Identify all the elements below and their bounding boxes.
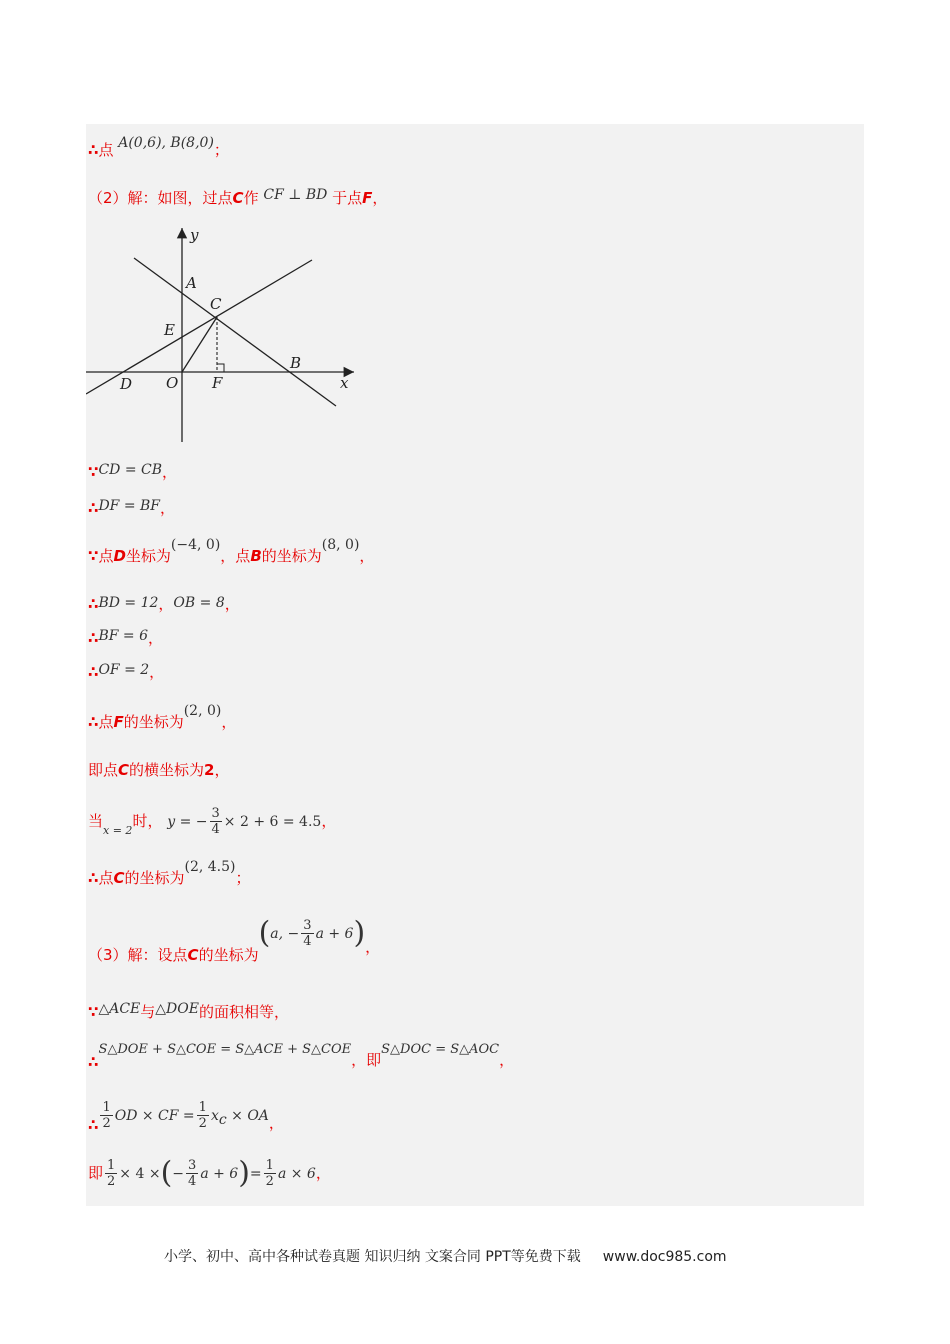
therefore-symbol: ∴ <box>88 141 99 159</box>
line-bf-eq-6: ∴BF = 6， <box>88 628 163 647</box>
line-bd-ob: ∴BD = 12，OB = 8， <box>88 595 240 613</box>
line-part3-intro: （3）解：设点C的坐标为(a, − $\frac{3}{4}$ a + 6)， <box>88 915 381 964</box>
line-dc <box>86 260 312 394</box>
page-footer <box>164 1246 727 1266</box>
svg-text:y: y <box>190 226 199 244</box>
footer-text: 小学、初中、高中各种试卷真题 知识归纳 文案合同 PPT等免费下载 <box>164 1249 581 1265</box>
line-cd-eq-cb: ∵CD = CB， <box>88 462 178 481</box>
because-symbol: ∵ <box>88 463 99 481</box>
line-evaluate-y: 当$_{x = 2}$时， y = − $\frac{3}{4}$ × 2 + 6 = 4.5， <box>88 806 337 837</box>
svg-text:x: x <box>340 374 349 392</box>
line-c-abscissa: 即点C的横坐标为2， <box>88 761 230 779</box>
coordinate-diagram <box>86 222 366 446</box>
line-points-a-b: ∴点 A(0,6), B(8,0)； <box>88 135 229 159</box>
svg-text:A: A <box>186 274 197 292</box>
svg-text:C: C <box>210 295 222 313</box>
line-part2-intro: （2）解：如图，过点C作 CF ⊥ BD 于点F， <box>88 187 388 207</box>
right-angle-mark <box>217 364 224 372</box>
line-c-coordinates: ∴点C的坐标为(2, 4.5)； <box>88 859 251 887</box>
line-area-sum: ∴S△DOE + S△COE = S△ACE + S△COE，即S△DOC = S△AOC， <box>88 1042 515 1071</box>
math-points-a-b: A(0,6), B(8,0) <box>118 135 214 151</box>
svg-text:D: D <box>120 375 133 393</box>
math-cf-perp-bd: CF ⊥ BD <box>263 187 328 203</box>
footer-url[interactable]: www.doc985.com <box>602 1249 727 1265</box>
line-half-od-cf: ∴ $\frac{1}{2}$ OD × CF = $\frac{1}{2}$ $x_c$ × OA， <box>88 1100 284 1134</box>
svg-text:O: O <box>166 374 179 392</box>
line-df-eq-bf: ∴DF = BF， <box>88 498 176 517</box>
line-substitute: 即 $\frac{1}{2}$ × 4 ×(− $\frac{3}{4}$ a + 6)= $\frac{1}{2}$ a × 6， <box>88 1155 331 1191</box>
line-d-b-coordinates: ∵点D坐标为(−4, 0)，点B的坐标为(8, 0)， <box>88 537 375 565</box>
segment-oc <box>182 317 217 372</box>
line-f-coordinates: ∴点F的坐标为(2, 0)， <box>88 703 237 731</box>
svg-text:B: B <box>290 354 302 372</box>
line-equal-areas: ∵△ACE与△DOE的面积相等， <box>88 1001 289 1021</box>
svg-text:F: F <box>212 374 223 392</box>
svg-text:E: E <box>164 321 175 339</box>
line-of-eq-2: ∴OF = 2， <box>88 662 165 681</box>
